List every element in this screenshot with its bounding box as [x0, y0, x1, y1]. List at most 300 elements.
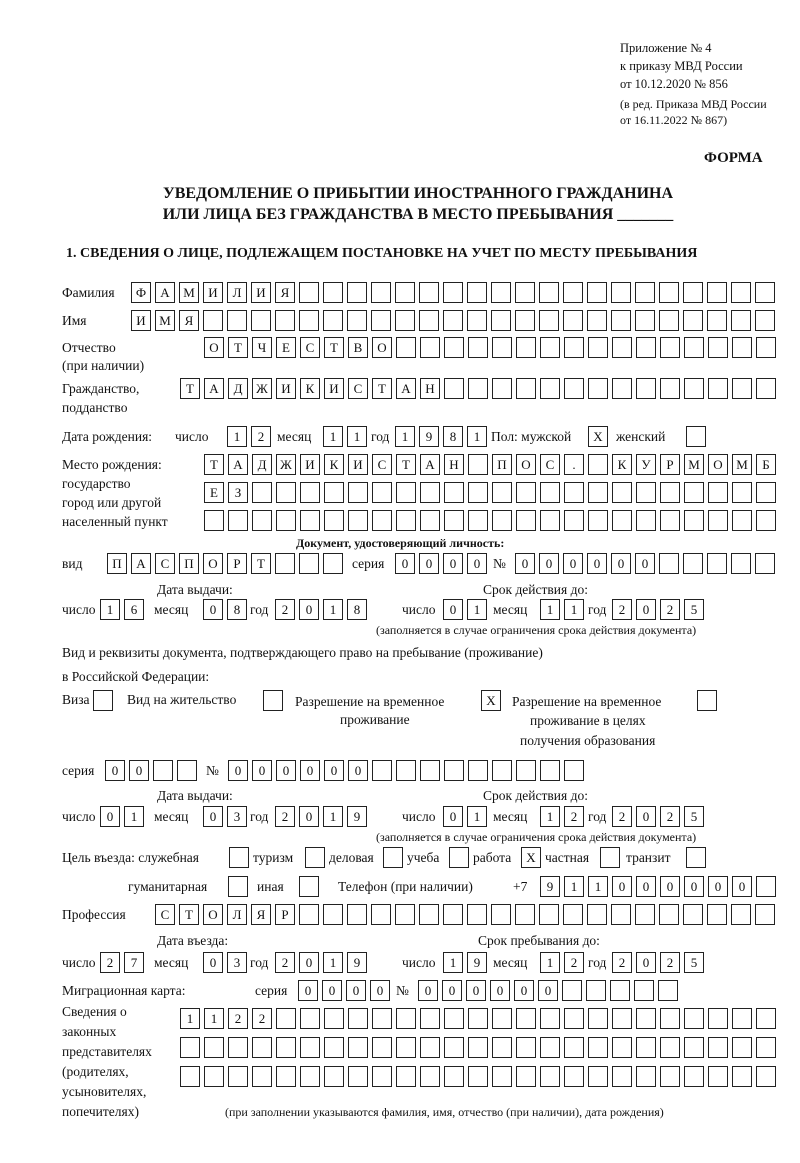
- char-cell[interactable]: 1: [227, 426, 247, 447]
- char-cell[interactable]: [564, 760, 584, 781]
- field-pob-line3[interactable]: [204, 510, 776, 531]
- field-sex-female[interactable]: [686, 426, 706, 447]
- char-cell[interactable]: 0: [490, 980, 510, 1001]
- char-cell[interactable]: [468, 378, 488, 399]
- char-cell[interactable]: 1: [467, 806, 487, 827]
- char-cell[interactable]: И: [251, 282, 271, 303]
- char-cell[interactable]: [708, 1066, 728, 1087]
- char-cell[interactable]: [252, 482, 272, 503]
- char-cell[interactable]: 0: [636, 876, 656, 897]
- char-cell[interactable]: [660, 337, 680, 358]
- char-cell[interactable]: 2: [275, 599, 295, 620]
- char-cell[interactable]: 1: [564, 599, 584, 620]
- field-doc-issue-month[interactable]: [203, 599, 247, 620]
- char-cell[interactable]: 0: [370, 980, 390, 1001]
- char-cell[interactable]: [660, 510, 680, 531]
- char-cell[interactable]: П: [107, 553, 127, 574]
- char-cell[interactable]: [228, 1066, 248, 1087]
- char-cell[interactable]: [636, 378, 656, 399]
- char-cell[interactable]: [756, 482, 776, 503]
- field-p-other[interactable]: [299, 876, 319, 897]
- char-cell[interactable]: [299, 904, 319, 925]
- char-cell[interactable]: [276, 1037, 296, 1058]
- char-cell[interactable]: 0: [228, 760, 248, 781]
- char-cell[interactable]: Р: [275, 904, 295, 925]
- char-cell[interactable]: 2: [251, 426, 271, 447]
- field-rep-line1[interactable]: [180, 1008, 776, 1029]
- char-cell[interactable]: [756, 337, 776, 358]
- char-cell[interactable]: [660, 1008, 680, 1029]
- char-cell[interactable]: [756, 1037, 776, 1058]
- char-cell[interactable]: [372, 482, 392, 503]
- char-cell[interactable]: [467, 282, 487, 303]
- char-cell[interactable]: [252, 1066, 272, 1087]
- char-cell[interactable]: [588, 1037, 608, 1058]
- char-cell[interactable]: [468, 1066, 488, 1087]
- field-pob-line2[interactable]: [204, 482, 776, 503]
- char-cell[interactable]: [299, 553, 319, 574]
- char-cell[interactable]: 0: [203, 599, 223, 620]
- char-cell[interactable]: [492, 337, 512, 358]
- char-cell[interactable]: [323, 553, 343, 574]
- char-cell[interactable]: [396, 510, 416, 531]
- char-cell[interactable]: [300, 482, 320, 503]
- char-cell[interactable]: 2: [275, 806, 295, 827]
- char-cell[interactable]: Т: [228, 337, 248, 358]
- char-cell[interactable]: 0: [395, 553, 415, 574]
- char-cell[interactable]: М: [155, 310, 175, 331]
- char-cell[interactable]: [612, 337, 632, 358]
- char-cell[interactable]: [468, 1037, 488, 1058]
- char-cell[interactable]: 1: [323, 599, 343, 620]
- char-cell[interactable]: 2: [660, 599, 680, 620]
- char-cell[interactable]: [468, 482, 488, 503]
- char-cell[interactable]: [635, 282, 655, 303]
- char-cell[interactable]: [564, 337, 584, 358]
- char-cell[interactable]: 1: [323, 806, 343, 827]
- field-mig-series[interactable]: [298, 980, 390, 1001]
- char-cell[interactable]: Я: [275, 282, 295, 303]
- char-cell[interactable]: Т: [324, 337, 344, 358]
- char-cell[interactable]: З: [228, 482, 248, 503]
- field-right-number[interactable]: [228, 760, 584, 781]
- char-cell[interactable]: [444, 337, 464, 358]
- char-cell[interactable]: [636, 510, 656, 531]
- field-pob-line1[interactable]: [204, 454, 776, 475]
- char-cell[interactable]: 1: [467, 426, 487, 447]
- char-cell[interactable]: Д: [252, 454, 272, 475]
- char-cell[interactable]: [444, 1037, 464, 1058]
- char-cell[interactable]: .: [564, 454, 584, 475]
- field-doc-valid-month[interactable]: [540, 599, 584, 620]
- char-cell[interactable]: 0: [418, 980, 438, 1001]
- char-cell[interactable]: К: [324, 454, 344, 475]
- char-cell[interactable]: [276, 1066, 296, 1087]
- char-cell[interactable]: 1: [180, 1008, 200, 1029]
- char-cell[interactable]: [348, 1066, 368, 1087]
- field-doc-kind[interactable]: [107, 553, 343, 574]
- field-p-transit[interactable]: [686, 847, 706, 868]
- char-cell[interactable]: [204, 1037, 224, 1058]
- char-cell[interactable]: [491, 282, 511, 303]
- char-cell[interactable]: [252, 510, 272, 531]
- char-cell[interactable]: [228, 510, 248, 531]
- char-cell[interactable]: [324, 1037, 344, 1058]
- char-cell[interactable]: [516, 482, 536, 503]
- char-cell[interactable]: 0: [563, 553, 583, 574]
- field-stay-day[interactable]: [443, 952, 487, 973]
- char-cell[interactable]: [636, 482, 656, 503]
- checkbox[interactable]: X: [588, 426, 608, 447]
- char-cell[interactable]: 0: [324, 760, 344, 781]
- char-cell[interactable]: [348, 1037, 368, 1058]
- char-cell[interactable]: [347, 904, 367, 925]
- char-cell[interactable]: [443, 282, 463, 303]
- char-cell[interactable]: [732, 1066, 752, 1087]
- char-cell[interactable]: [587, 282, 607, 303]
- char-cell[interactable]: Я: [179, 310, 199, 331]
- checkbox[interactable]: [449, 847, 469, 868]
- char-cell[interactable]: Ф: [131, 282, 151, 303]
- char-cell[interactable]: [492, 378, 512, 399]
- char-cell[interactable]: [491, 310, 511, 331]
- char-cell[interactable]: 0: [612, 876, 632, 897]
- char-cell[interactable]: [564, 1008, 584, 1029]
- field-vnzh[interactable]: [263, 690, 283, 711]
- char-cell[interactable]: 3: [227, 952, 247, 973]
- char-cell[interactable]: [516, 337, 536, 358]
- char-cell[interactable]: [732, 1008, 752, 1029]
- char-cell[interactable]: [492, 482, 512, 503]
- char-cell[interactable]: [443, 310, 463, 331]
- field-stay-year[interactable]: [612, 952, 704, 973]
- char-cell[interactable]: [419, 904, 439, 925]
- char-cell[interactable]: [396, 337, 416, 358]
- char-cell[interactable]: [396, 482, 416, 503]
- field-entry-month[interactable]: [203, 952, 247, 973]
- char-cell[interactable]: 8: [227, 599, 247, 620]
- field-entry-day[interactable]: [100, 952, 144, 973]
- char-cell[interactable]: [323, 310, 343, 331]
- char-cell[interactable]: Ч: [252, 337, 272, 358]
- char-cell[interactable]: И: [131, 310, 151, 331]
- char-cell[interactable]: [683, 904, 703, 925]
- char-cell[interactable]: [612, 1037, 632, 1058]
- checkbox[interactable]: [305, 847, 325, 868]
- char-cell[interactable]: [203, 310, 223, 331]
- char-cell[interactable]: [540, 510, 560, 531]
- char-cell[interactable]: 1: [443, 952, 463, 973]
- char-cell[interactable]: [492, 1066, 512, 1087]
- char-cell[interactable]: [492, 760, 512, 781]
- char-cell[interactable]: [658, 980, 678, 1001]
- char-cell[interactable]: [468, 454, 488, 475]
- char-cell[interactable]: [588, 510, 608, 531]
- checkbox[interactable]: [263, 690, 283, 711]
- field-visa[interactable]: [93, 690, 113, 711]
- char-cell[interactable]: А: [420, 454, 440, 475]
- char-cell[interactable]: [539, 310, 559, 331]
- char-cell[interactable]: Я: [251, 904, 271, 925]
- char-cell[interactable]: Л: [227, 904, 247, 925]
- char-cell[interactable]: [563, 904, 583, 925]
- char-cell[interactable]: 0: [346, 980, 366, 1001]
- char-cell[interactable]: [468, 337, 488, 358]
- char-cell[interactable]: А: [228, 454, 248, 475]
- char-cell[interactable]: [395, 282, 415, 303]
- char-cell[interactable]: [732, 1037, 752, 1058]
- char-cell[interactable]: [707, 553, 727, 574]
- char-cell[interactable]: 0: [587, 553, 607, 574]
- char-cell[interactable]: 6: [124, 599, 144, 620]
- char-cell[interactable]: [371, 904, 391, 925]
- char-cell[interactable]: Ж: [252, 378, 272, 399]
- field-right-issue-year[interactable]: [275, 806, 367, 827]
- char-cell[interactable]: [347, 282, 367, 303]
- char-cell[interactable]: М: [179, 282, 199, 303]
- field-right-valid-day[interactable]: [443, 806, 487, 827]
- char-cell[interactable]: [684, 482, 704, 503]
- char-cell[interactable]: 2: [564, 952, 584, 973]
- char-cell[interactable]: [563, 282, 583, 303]
- field-p-study[interactable]: [449, 847, 469, 868]
- field-p-service[interactable]: [229, 847, 249, 868]
- char-cell[interactable]: [419, 310, 439, 331]
- char-cell[interactable]: И: [276, 378, 296, 399]
- char-cell[interactable]: [515, 310, 535, 331]
- char-cell[interactable]: 5: [684, 599, 704, 620]
- char-cell[interactable]: 0: [660, 876, 680, 897]
- char-cell[interactable]: [683, 282, 703, 303]
- field-p-private[interactable]: [600, 847, 620, 868]
- char-cell[interactable]: [731, 310, 751, 331]
- char-cell[interactable]: [228, 1037, 248, 1058]
- char-cell[interactable]: Д: [228, 378, 248, 399]
- field-rep-line3[interactable]: [180, 1066, 776, 1087]
- field-doc-valid-day[interactable]: [443, 599, 487, 620]
- char-cell[interactable]: [731, 282, 751, 303]
- char-cell[interactable]: [732, 337, 752, 358]
- field-p-tourism[interactable]: [305, 847, 325, 868]
- char-cell[interactable]: 1: [100, 599, 120, 620]
- char-cell[interactable]: [516, 1037, 536, 1058]
- char-cell[interactable]: [636, 1008, 656, 1029]
- field-p-work[interactable]: [521, 847, 541, 868]
- char-cell[interactable]: [636, 1066, 656, 1087]
- char-cell[interactable]: [539, 282, 559, 303]
- char-cell[interactable]: [586, 980, 606, 1001]
- checkbox[interactable]: [686, 847, 706, 868]
- char-cell[interactable]: [372, 1037, 392, 1058]
- char-cell[interactable]: [491, 904, 511, 925]
- checkbox[interactable]: [686, 426, 706, 447]
- char-cell[interactable]: [707, 282, 727, 303]
- char-cell[interactable]: И: [348, 454, 368, 475]
- char-cell[interactable]: А: [396, 378, 416, 399]
- char-cell[interactable]: Е: [204, 482, 224, 503]
- char-cell[interactable]: [588, 1066, 608, 1087]
- char-cell[interactable]: [634, 980, 654, 1001]
- char-cell[interactable]: 0: [732, 876, 752, 897]
- char-cell[interactable]: Т: [180, 378, 200, 399]
- char-cell[interactable]: [251, 310, 271, 331]
- field-sex-male[interactable]: [588, 426, 608, 447]
- char-cell[interactable]: 0: [442, 980, 462, 1001]
- char-cell[interactable]: К: [612, 454, 632, 475]
- char-cell[interactable]: 0: [348, 760, 368, 781]
- char-cell[interactable]: 0: [105, 760, 125, 781]
- field-right-issue-month[interactable]: [203, 806, 247, 827]
- field-phone[interactable]: [540, 876, 776, 897]
- char-cell[interactable]: [516, 510, 536, 531]
- char-cell[interactable]: 2: [612, 599, 632, 620]
- char-cell[interactable]: [732, 482, 752, 503]
- field-right-valid-year[interactable]: [612, 806, 704, 827]
- field-stay-month[interactable]: [540, 952, 584, 973]
- char-cell[interactable]: [756, 1066, 776, 1087]
- char-cell[interactable]: 9: [467, 952, 487, 973]
- char-cell[interactable]: [755, 282, 775, 303]
- char-cell[interactable]: 2: [564, 806, 584, 827]
- checkbox[interactable]: [93, 690, 113, 711]
- char-cell[interactable]: [732, 378, 752, 399]
- char-cell[interactable]: [324, 510, 344, 531]
- field-doc-number[interactable]: [515, 553, 775, 574]
- char-cell[interactable]: 0: [129, 760, 149, 781]
- char-cell[interactable]: [348, 1008, 368, 1029]
- char-cell[interactable]: [492, 1008, 512, 1029]
- char-cell[interactable]: [732, 510, 752, 531]
- char-cell[interactable]: Н: [420, 378, 440, 399]
- char-cell[interactable]: Л: [227, 282, 247, 303]
- char-cell[interactable]: И: [203, 282, 223, 303]
- char-cell[interactable]: [300, 1037, 320, 1058]
- char-cell[interactable]: [395, 310, 415, 331]
- char-cell[interactable]: С: [155, 553, 175, 574]
- checkbox[interactable]: [299, 876, 319, 897]
- char-cell[interactable]: 2: [228, 1008, 248, 1029]
- char-cell[interactable]: [396, 1008, 416, 1029]
- char-cell[interactable]: [299, 310, 319, 331]
- char-cell[interactable]: П: [179, 553, 199, 574]
- char-cell[interactable]: 2: [660, 806, 680, 827]
- field-rep-line2[interactable]: [180, 1037, 776, 1058]
- char-cell[interactable]: [300, 510, 320, 531]
- field-doc-valid-year[interactable]: [612, 599, 704, 620]
- checkbox[interactable]: X: [521, 847, 541, 868]
- char-cell[interactable]: [588, 454, 608, 475]
- field-dob-month[interactable]: [323, 426, 367, 447]
- char-cell[interactable]: 0: [419, 553, 439, 574]
- char-cell[interactable]: 0: [299, 599, 319, 620]
- field-citizenship[interactable]: [180, 378, 776, 399]
- char-cell[interactable]: [636, 337, 656, 358]
- checkbox[interactable]: [228, 876, 248, 897]
- char-cell[interactable]: [516, 1066, 536, 1087]
- char-cell[interactable]: 0: [203, 952, 223, 973]
- char-cell[interactable]: [300, 1066, 320, 1087]
- char-cell[interactable]: 0: [539, 553, 559, 574]
- checkbox[interactable]: X: [481, 690, 501, 711]
- char-cell[interactable]: 0: [100, 806, 120, 827]
- char-cell[interactable]: [587, 904, 607, 925]
- char-cell[interactable]: [564, 482, 584, 503]
- char-cell[interactable]: [707, 310, 727, 331]
- char-cell[interactable]: [444, 482, 464, 503]
- char-cell[interactable]: [708, 1008, 728, 1029]
- char-cell[interactable]: 1: [540, 806, 560, 827]
- char-cell[interactable]: [635, 904, 655, 925]
- char-cell[interactable]: [276, 1008, 296, 1029]
- char-cell[interactable]: [515, 904, 535, 925]
- char-cell[interactable]: 1: [540, 952, 560, 973]
- char-cell[interactable]: [588, 482, 608, 503]
- char-cell[interactable]: [372, 760, 392, 781]
- char-cell[interactable]: [180, 1037, 200, 1058]
- char-cell[interactable]: [467, 904, 487, 925]
- char-cell[interactable]: О: [516, 454, 536, 475]
- char-cell[interactable]: Т: [251, 553, 271, 574]
- char-cell[interactable]: 2: [275, 952, 295, 973]
- char-cell[interactable]: [153, 760, 173, 781]
- char-cell[interactable]: [610, 980, 630, 1001]
- char-cell[interactable]: 2: [612, 806, 632, 827]
- char-cell[interactable]: 0: [684, 876, 704, 897]
- char-cell[interactable]: [467, 310, 487, 331]
- char-cell[interactable]: 1: [564, 876, 584, 897]
- char-cell[interactable]: А: [204, 378, 224, 399]
- char-cell[interactable]: [587, 310, 607, 331]
- char-cell[interactable]: 7: [124, 952, 144, 973]
- char-cell[interactable]: [396, 760, 416, 781]
- field-patronymic[interactable]: [204, 337, 776, 358]
- field-doc-issue-day[interactable]: [100, 599, 144, 620]
- char-cell[interactable]: 0: [467, 553, 487, 574]
- char-cell[interactable]: М: [732, 454, 752, 475]
- char-cell[interactable]: [708, 1037, 728, 1058]
- char-cell[interactable]: [444, 760, 464, 781]
- char-cell[interactable]: [708, 482, 728, 503]
- char-cell[interactable]: А: [131, 553, 151, 574]
- char-cell[interactable]: [468, 760, 488, 781]
- char-cell[interactable]: 0: [611, 553, 631, 574]
- char-cell[interactable]: [540, 337, 560, 358]
- char-cell[interactable]: [372, 1008, 392, 1029]
- char-cell[interactable]: [516, 378, 536, 399]
- char-cell[interactable]: [468, 1008, 488, 1029]
- char-cell[interactable]: 1: [395, 426, 415, 447]
- char-cell[interactable]: [347, 310, 367, 331]
- char-cell[interactable]: [396, 1037, 416, 1058]
- char-cell[interactable]: С: [540, 454, 560, 475]
- char-cell[interactable]: [371, 282, 391, 303]
- char-cell[interactable]: 0: [443, 806, 463, 827]
- char-cell[interactable]: [707, 904, 727, 925]
- char-cell[interactable]: О: [203, 553, 223, 574]
- char-cell[interactable]: [756, 378, 776, 399]
- char-cell[interactable]: [684, 510, 704, 531]
- char-cell[interactable]: [755, 553, 775, 574]
- char-cell[interactable]: [443, 904, 463, 925]
- char-cell[interactable]: [324, 482, 344, 503]
- field-right-issue-day[interactable]: [100, 806, 144, 827]
- char-cell[interactable]: С: [300, 337, 320, 358]
- char-cell[interactable]: 0: [276, 760, 296, 781]
- char-cell[interactable]: М: [684, 454, 704, 475]
- char-cell[interactable]: [564, 510, 584, 531]
- char-cell[interactable]: 0: [299, 952, 319, 973]
- field-dob-day[interactable]: [227, 426, 271, 447]
